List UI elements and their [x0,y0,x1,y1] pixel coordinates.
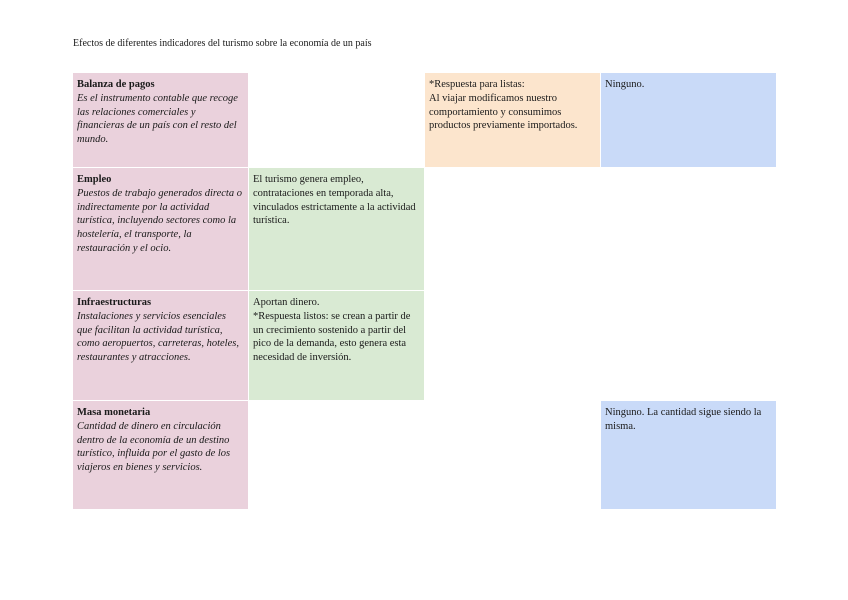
indicator-cell-masa-monetaria [73,401,248,509]
effect-text: El turismo genera empleo, contrataciones en temporada alta, vinculados estrictamente a la actividad turística. [253,174,416,227]
effect-text: Al viajar modificamos nuestro comportamiento y consumimos productos previamente importados. [429,92,578,132]
indicator-heading: Balanza de pagos [77,79,155,90]
document-title: Efectos de diferentes indicadores del turismo sobre la economía de un país [73,38,372,49]
effect-text: Aportan dinero. [253,297,320,308]
table-cell-empty [425,291,600,400]
effect-cell-empleo-col2 [249,168,424,290]
table-cell-empty [249,73,424,167]
indicator-heading: Empleo [77,174,112,185]
indicators-table [73,73,776,509]
indicator-cell-infraestructuras [73,291,248,400]
effect-cell-balanza-col3 [425,73,600,167]
indicator-heading: Masa monetaria [77,407,151,418]
effect-cell-masa-monetaria-col4 [601,401,776,509]
table-cell-empty [601,291,776,400]
effect-text: Ninguno. La cantidad sigue siendo la misma. [605,407,762,432]
indicator-description: Es el instrumento contable que recoge las relaciones comerciales y financieras de un país con el resto del mundo. [77,92,238,146]
effect-note: *Respuesta para listas: [429,79,525,90]
effect-cell-balanza-col4 [601,73,776,167]
indicator-description: Puestos de trabajo generados directa o indirectamente por la actividad turística, incluyendo sectores como la hostelería, el transporte, la restauración y el ocio. [77,187,242,254]
table-cell-empty [425,168,600,290]
effect-note: *Respuesta listos: se crean a partir de un crecimiento sostenido a partir del pico de la demanda, esto genera esta necesidad de inversión. [253,310,411,364]
table-cell-empty [601,168,776,290]
table-cell-empty [425,401,600,509]
effect-cell-infraestructuras-col2 [249,291,424,400]
indicator-cell-empleo [73,168,248,290]
indicator-heading: Infraestructuras [77,297,152,308]
table-cell-empty [249,401,424,509]
effect-text: Ninguno. [605,79,645,90]
indicator-cell-balanza [73,73,248,167]
indicator-description: Instalaciones y servicios esenciales que facilitan la actividad turística, como aeropuertos, carreteras, hoteles, restaurantes y atracciones. [77,310,239,364]
indicator-description: Cantidad de dinero en circulación dentro de la economía de un destino turístico, influida por el gasto de los viajeros en bienes y servicios. [77,420,231,474]
